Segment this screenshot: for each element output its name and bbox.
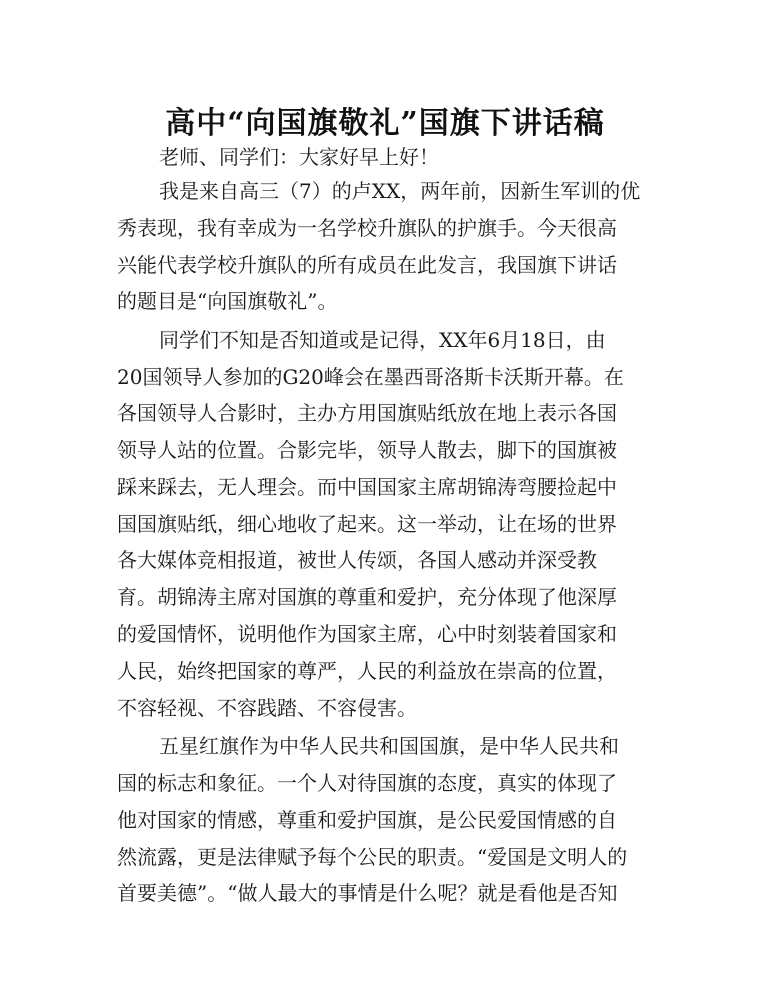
paragraph-line: 首要美德”。“做人最大的事情是什么呢？就是看他是否知 [117, 881, 618, 905]
paragraph-line: 国的标志和象征。一个人对待国旗的态度，真实的体现了 [117, 771, 617, 795]
document-title: 高中“向国旗敬礼”国旗下讲话稿 [165, 106, 605, 142]
paragraph-line: 秀表现，我有幸成为一名学校升旗队的护旗手。今天很高 [117, 216, 617, 240]
paragraph-line: 人民，始终把国家的尊严，人民的利益放在崇高的位置， [117, 659, 617, 683]
paragraph-line: 老师、同学们：大家好早上好！ [159, 145, 439, 169]
paragraph-line: 的爱国情怀，说明他作为国家主席，心中时刻装着国家和 [117, 622, 617, 646]
paragraph-line: 各国领导人合影时，主办方用国旗贴纸放在地上表示各国 [117, 401, 617, 425]
paragraph-line: 国国旗贴纸，细心地收了起来。这一举动，让在场的世界 [117, 512, 617, 536]
paragraph-line: 踩来踩去，无人理会。而中国国家主席胡锦涛弯腰捡起中 [117, 475, 617, 499]
paragraph-line: 他对国家的情感，尊重和爱护国旗，是公民爱国情感的自 [117, 808, 617, 832]
paragraph-line: 同学们不知是否知道或是记得，XX年6月18日，由 [159, 328, 606, 352]
paragraph-line: 兴能代表学校升旗队的所有成员在此发言，我国旗下讲话 [117, 253, 617, 277]
paragraph-line: 的题目是“向国旗敬礼”。 [117, 289, 338, 313]
paragraph-line: 五星红旗作为中华人民共和国国旗，是中华人民共和 [159, 734, 619, 758]
paragraph-line: 各大媒体竞相报道，被世人传颂，各国人感动并深受教 [117, 548, 597, 572]
paragraph-line: 20国领导人参加的G20峰会在墨西哥洛斯卡沃斯开幕。在 [117, 365, 624, 389]
paragraph-line: 不容轻视、不容践踏、不容侵害。 [117, 696, 417, 720]
paragraph-line: 育。胡锦涛主席对国旗的尊重和爱护，充分体现了他深厚 [117, 585, 617, 609]
paragraph-line: 我是来自高三（7）的卢XX，两年前，因新生军训的优 [159, 179, 641, 203]
paragraph-line: 领导人站的位置。合影完毕，领导人散去，脚下的国旗被 [117, 438, 617, 462]
paragraph-line: 然流露，更是法律赋予每个公民的职责。“爱国是文明人的 [117, 845, 628, 869]
